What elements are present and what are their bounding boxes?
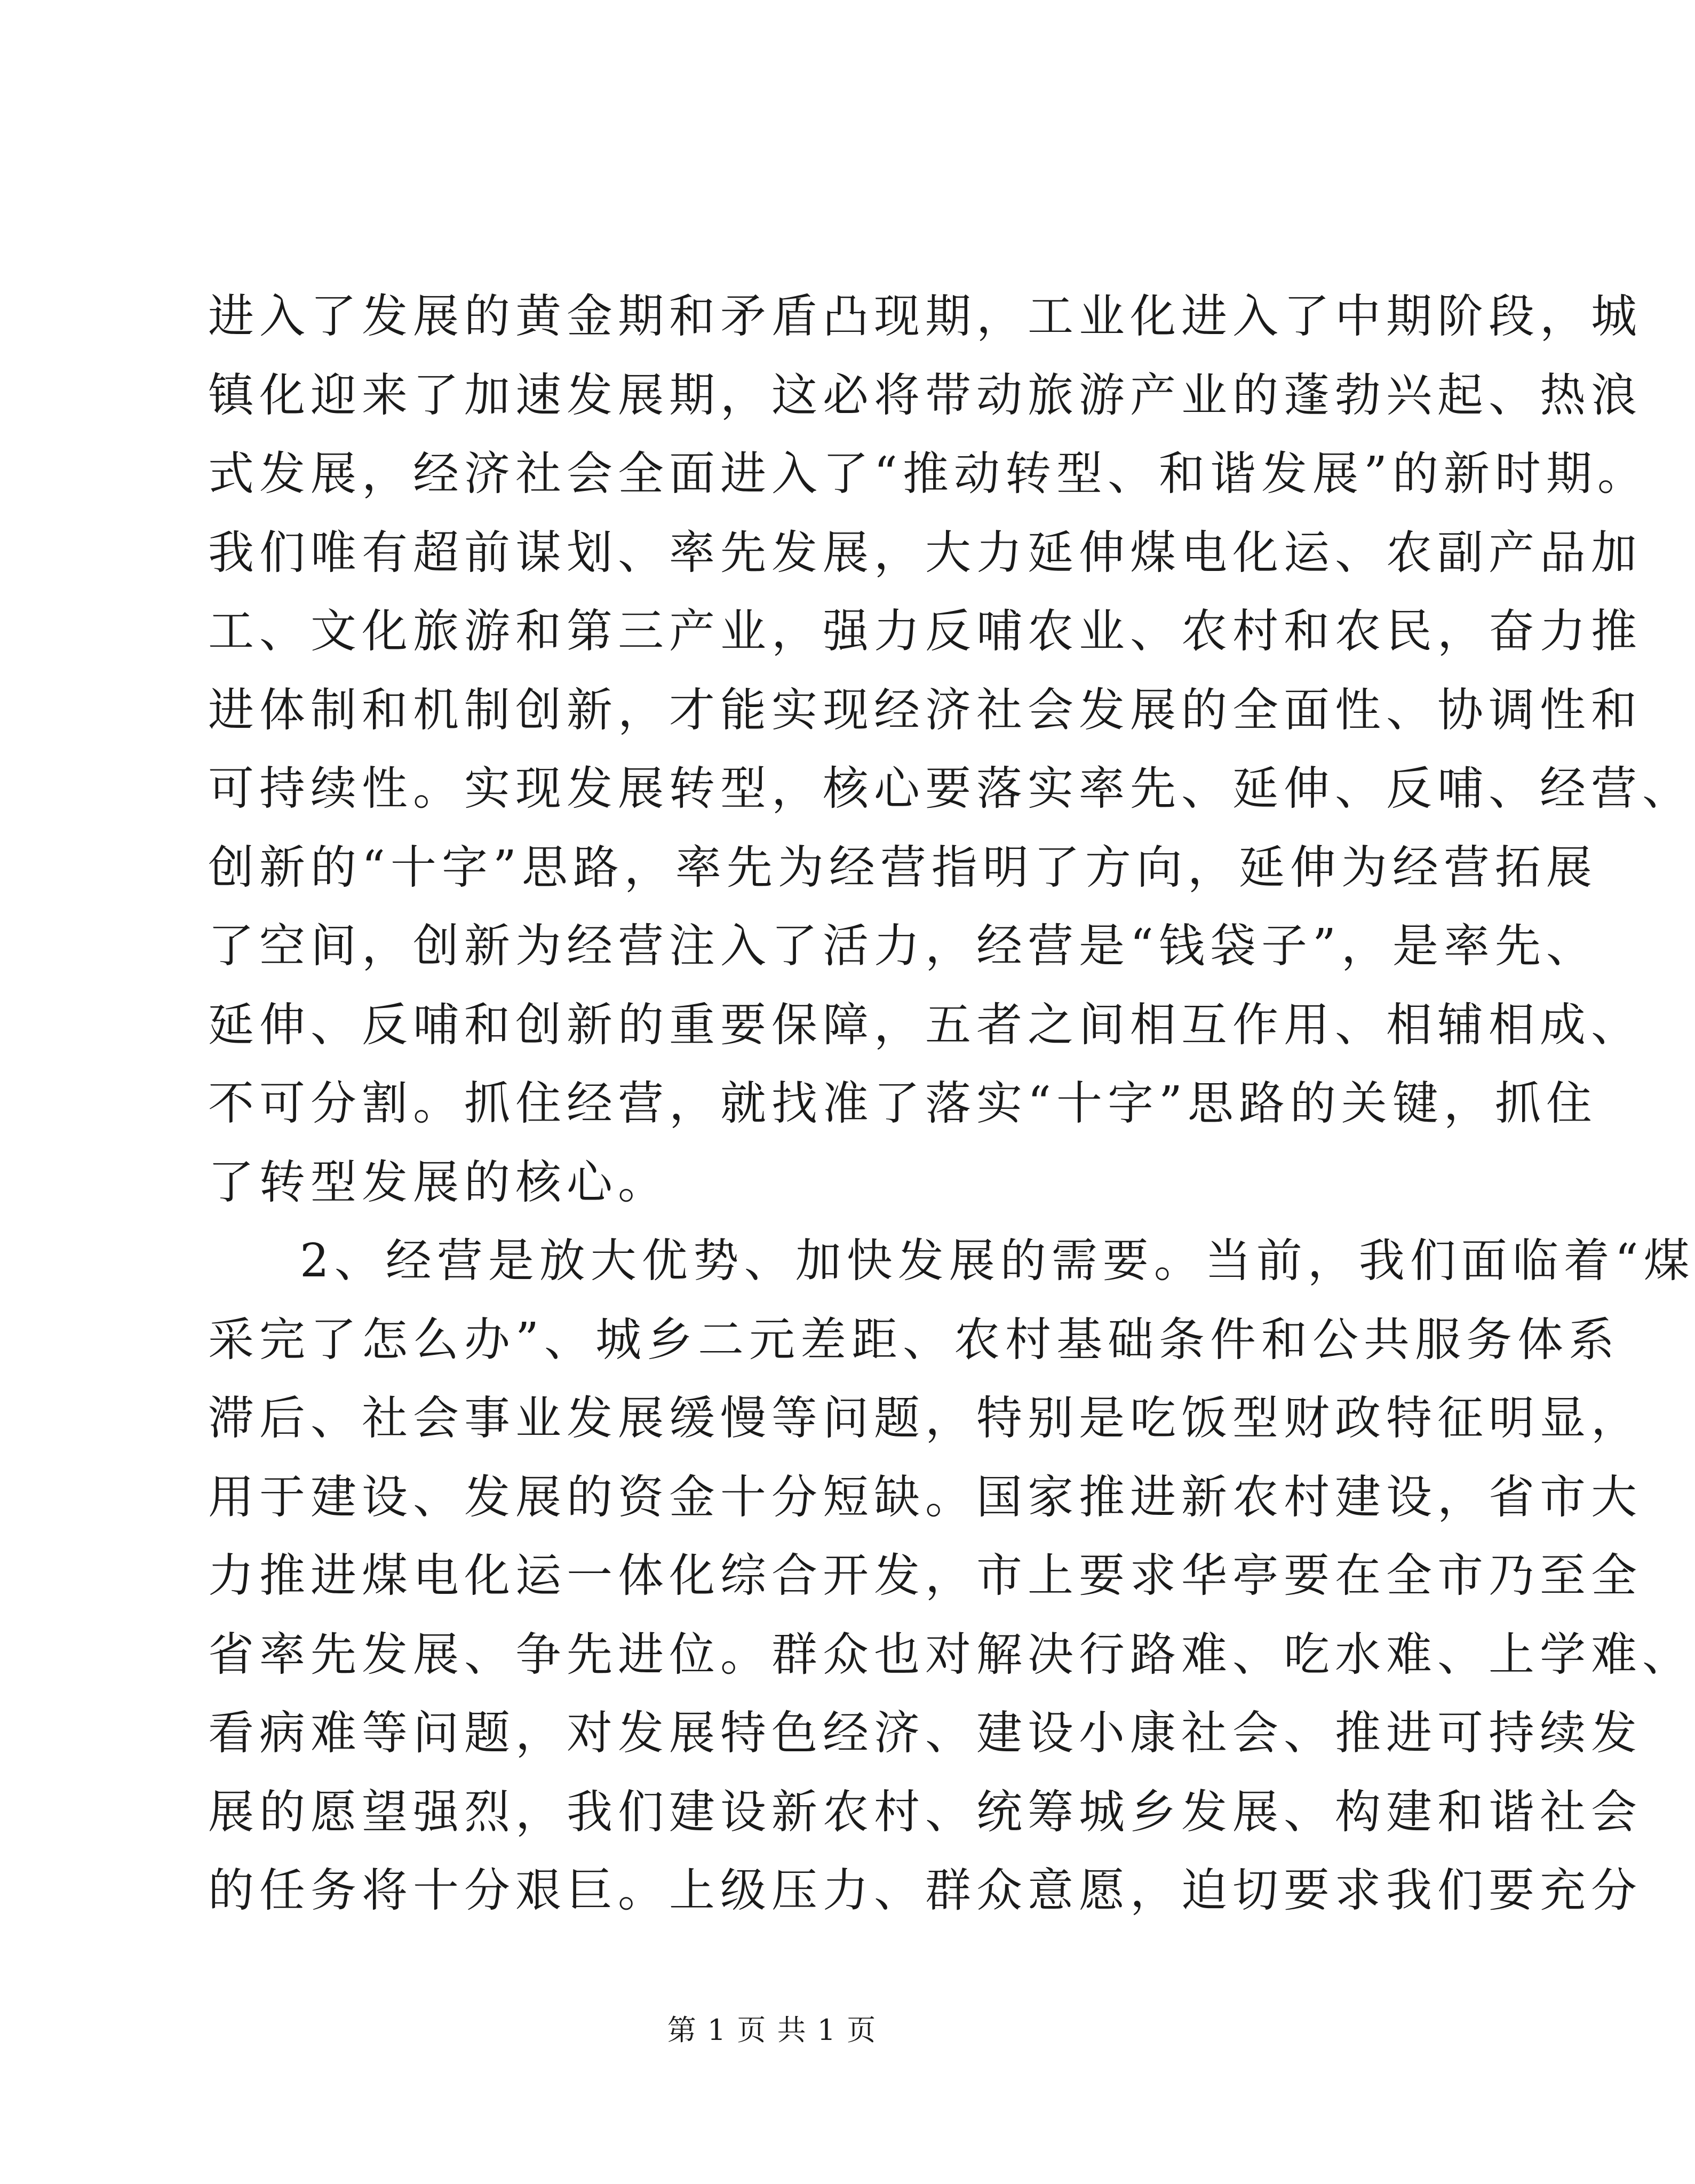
- text-line: 式发展，经济社会全面进入了“推动转型、和谐发展”的新时期。: [208, 447, 1649, 501]
- text-line: 用于建设、发展的资金十分短缺。国家推进新农村建设，省市大: [208, 1470, 1642, 1524]
- text-line: 滞后、社会事业发展缓慢等问题，特别是吃饭型财政特征明显，: [208, 1392, 1642, 1445]
- text-line: 工、文化旅游和第三产业，强力反哺农业、农村和农民，奋力推: [208, 605, 1642, 658]
- text-line: 采完了怎么办”、城乡二元差距、农村基础条件和公共服务体系: [208, 1313, 1620, 1367]
- text-line: 了转型发展的核心。: [208, 1155, 669, 1209]
- text-line: 看病难等问题，对发展特色经济、建设小康社会、推进可持续发: [208, 1706, 1642, 1760]
- text-line: 创新的“十字”思路，率先为经营指明了方向，延伸为经营拓展: [208, 840, 1597, 894]
- text-line: 展的愿望强烈，我们建设新农村、统筹城乡发展、构建和谐社会: [208, 1785, 1642, 1839]
- text-line: 镇化迎来了加速发展期，这必将带动旅游产业的蓬勃兴起、热浪: [208, 368, 1642, 422]
- document-body: [208, 277, 1695, 1931]
- text-line: 力推进煤电化运一体化综合开发，市上要求华亭要在全市乃至全: [208, 1549, 1642, 1602]
- text-line: 我们唯有超前谋划、率先发展，大力延伸煤电化运、农副产品加: [208, 526, 1642, 579]
- paragraph-1: [208, 277, 1693, 1222]
- text-line: 进体制和机制创新，才能实现经济社会发展的全面性、协调性和: [208, 683, 1642, 737]
- text-line: 2、经营是放大优势、加快发展的需要。当前，我们面临着“煤: [300, 1234, 1695, 1288]
- paragraph-2: [208, 1222, 1695, 1931]
- text-line: 进入了发展的黄金期和矛盾凸现期，工业化进入了中期阶段，城: [208, 290, 1642, 343]
- text-line: 了空间，创新为经营注入了活力，经营是“钱袋子”，是率先、: [208, 919, 1597, 973]
- text-line: 省率先发展、争先进位。群众也对解决行路难、吃水难、上学难、: [208, 1627, 1693, 1681]
- text-line: 可持续性。实现发展转型，核心要落实率先、延伸、反哺、经营、: [208, 762, 1693, 815]
- text-line: 延伸、反哺和创新的重要保障，五者之间相互作用、相辅相成、: [208, 998, 1642, 1052]
- text-line: 不可分割。抓住经营，就找准了落实“十字”思路的关键，抓住: [208, 1077, 1597, 1130]
- page-number-footer: 第 1 页 共 1 页: [667, 2013, 877, 2047]
- text-line: 的任务将十分艰巨。上级压力、群众意愿，迫切要求我们要充分: [208, 1864, 1642, 1917]
